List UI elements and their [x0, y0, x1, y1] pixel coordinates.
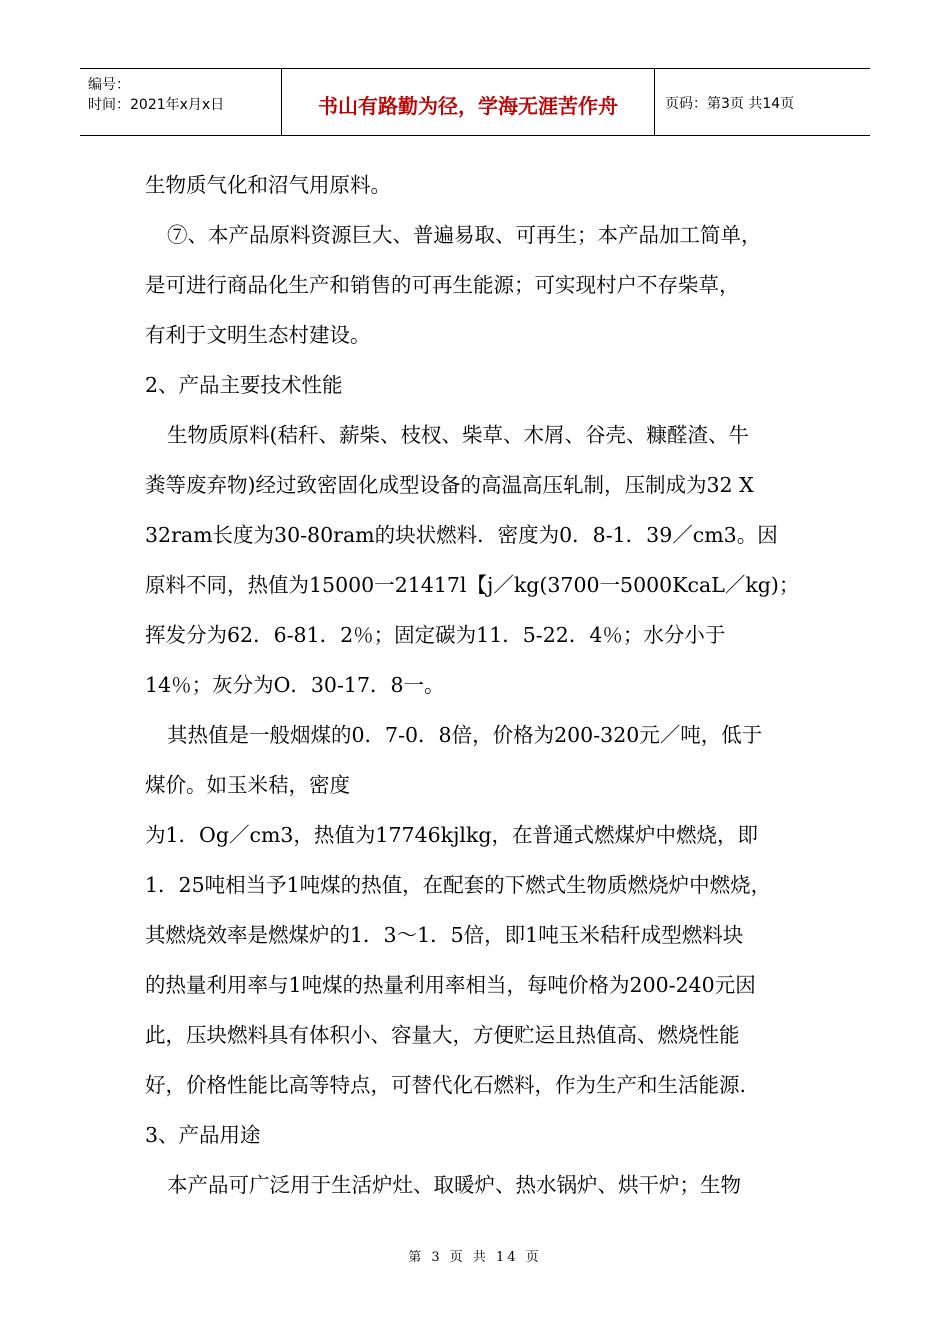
text-line: 其燃烧效率是燃煤炉的1．3～1．5倍，即1吨玉米秸秆成型燃料块 — [145, 923, 744, 947]
section-heading: 2、产品主要技术性能 — [145, 373, 343, 397]
page-footer: 第 3 页 共 14 页 — [408, 1250, 542, 1265]
text-line: 生物质气化和沼气用原料。 — [145, 173, 391, 197]
text-line: 煤价。如玉米秸，密度 — [145, 773, 350, 797]
text-line: 的热量利用率与1吨煤的热量利用率相当，每吨价格为200-240元因 — [145, 973, 756, 997]
text-line: 挥发分为62．6-81．2％；固定碳为11．5-22．4％；水分小于 — [145, 623, 726, 647]
document-body — [145, 160, 815, 1210]
time-label: 时间：2021年x月x日 — [88, 97, 225, 113]
header-page-info: 页码：第3页 共14页 — [665, 96, 795, 112]
code-label: 编号： — [88, 77, 130, 93]
text-line: 1．25吨相当予1吨煤的热值，在配套的下燃式生物质燃烧炉中燃烧， — [145, 873, 772, 897]
text-line: 粪等废弃物)经过致密固化成型设备的高温高压轧制，压制成为32 X — [145, 473, 754, 497]
document-header — [80, 68, 870, 136]
text-line: 好，价格性能比高等特点，可替代化石燃料，作为生产和生活能源. — [145, 1073, 747, 1097]
text-line: 其热值是一般烟煤的0．7-0．8倍，价格为200-320元／吨，低于 — [167, 723, 763, 747]
text-line: 为1．Og／cm3，热值为17746kjlkg，在普通式燃煤炉中燃烧，即 — [145, 823, 759, 847]
text-line: 生物质原料(秸秆、薪柴、枝杈、柴草、木屑、谷壳、糠醛渣、牛 — [167, 423, 749, 447]
header-motto: 书山有路勤为径，学海无涯苦作舟 — [282, 69, 655, 135]
text-line: ⑦、本产品原料资源巨大、普遍易取、可再生；本产品加工简单， — [167, 223, 762, 247]
text-line: 本产品可广泛用于生活炉灶、取暖炉、热水锅炉、烘干炉；生物 — [167, 1173, 741, 1197]
text-line: 有利于文明生态村建设。 — [145, 323, 371, 347]
text-line: 此，压块燃料具有体积小、容量大，方便贮运且热值高、燃烧性能 — [145, 1023, 740, 1047]
text-line: 32ram长度为30-80ram的块状燃料．密度为0．8-1．39／cm3。因 — [145, 523, 778, 547]
text-line: 14％；灰分为O．30-17．8一。 — [145, 673, 445, 697]
text-line: 原料不同，热值为15000一21417l【j／kg(3700一5000KcaL／kg)； — [145, 573, 800, 597]
header-meta — [80, 69, 282, 135]
section-heading: 3、产品用途 — [145, 1123, 261, 1147]
text-line: 是可进行商品化生产和销售的可再生能源；可实现村户不存柴草， — [145, 273, 740, 297]
